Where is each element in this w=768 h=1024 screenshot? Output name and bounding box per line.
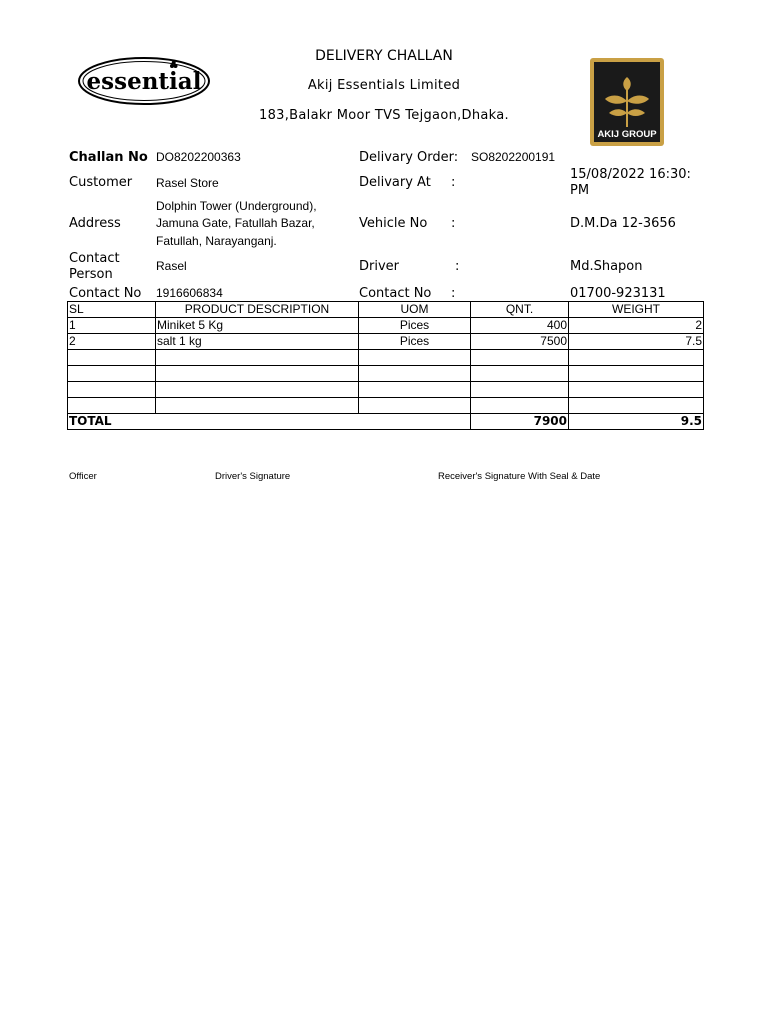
table-row <box>68 334 704 350</box>
company-address: 183,Balakr Moor TVS Tejgaon,Dhaka. <box>259 108 509 123</box>
total-qnt: 7900 <box>471 414 569 430</box>
table-total-row <box>68 414 704 430</box>
address-label: Address <box>69 216 121 231</box>
delivery-at-datetime: 15/08/2022 16:30: <box>570 167 691 182</box>
akij-group-logo-text: AKIJ GROUP <box>597 129 657 140</box>
header-weight: WEIGHT <box>569 302 704 318</box>
row-sl: 2 <box>68 334 156 350</box>
address-line-2: Jamuna Gate, Fatullah Bazar, <box>156 216 315 230</box>
vehicle-colon: : <box>451 216 456 231</box>
contact-person-label: Contact <box>69 251 120 266</box>
company-name: Akij Essentials Limited <box>307 78 461 93</box>
table-row-empty <box>68 366 704 382</box>
driver-label: Driver <box>359 259 400 274</box>
header-product-description: PRODUCT DESCRIPTION <box>156 302 359 318</box>
table-row-empty <box>68 382 704 398</box>
header-sl: SL <box>68 302 156 318</box>
header-uom: UOM <box>359 302 471 318</box>
driver-signature-label: Driver's Signature <box>215 471 291 482</box>
table-row-empty <box>68 398 704 414</box>
row-description: salt 1 kg <box>156 334 359 350</box>
driver-value: Md.Shapon <box>570 259 643 274</box>
contact-no-label: Contact No <box>69 286 142 301</box>
driver-colon: : <box>455 259 460 274</box>
row-weight: 7.5 <box>569 334 704 350</box>
document-title: DELIVERY CHALLAN <box>315 48 453 64</box>
delivery-order-label: Delivary Order: <box>359 150 459 165</box>
challan-no-label: Challan No <box>69 150 148 165</box>
items-table <box>67 301 704 430</box>
address-line-1: Dolphin Tower (Underground), <box>156 199 317 213</box>
table-row-empty <box>68 350 704 366</box>
delivery-at-colon: : <box>451 175 456 190</box>
total-weight: 9.5 <box>569 414 704 430</box>
customer-label: Customer <box>69 175 133 190</box>
challan-no-value: DO8202200363 <box>156 150 241 164</box>
row-sl: 1 <box>68 318 156 334</box>
essential-logo-text: essential <box>86 68 202 95</box>
header-qnt: QNT. <box>471 302 569 318</box>
row-uom: Pices <box>359 318 471 334</box>
delivery-at-ampm: PM <box>570 183 590 198</box>
driver-contact-value: 01700-923131 <box>570 286 666 301</box>
contact-person-label-2: Person <box>69 267 113 282</box>
delivery-at-label: Delivary At <box>359 175 431 190</box>
table-row <box>68 318 704 334</box>
receiver-signature-label: Receiver's Signature With Seal & Date <box>438 471 601 482</box>
officer-signature-label: Officer <box>69 471 97 482</box>
akij-group-logo <box>589 57 665 147</box>
total-label: TOTAL <box>68 414 471 430</box>
contact-person-value: Rasel <box>156 259 187 273</box>
vehicle-label: Vehicle No <box>359 216 428 231</box>
row-uom: Pices <box>359 334 471 350</box>
row-description: Miniket 5 Kg <box>156 318 359 334</box>
row-weight: 2 <box>569 318 704 334</box>
delivery-order-value: SO8202200191 <box>471 150 556 164</box>
driver-contact-colon: : <box>451 286 456 301</box>
contact-no-value: 1916606834 <box>156 286 223 300</box>
row-qnt: 7500 <box>471 334 569 350</box>
vehicle-value: D.M.Da 12-3656 <box>570 216 676 231</box>
customer-value: Rasel Store <box>156 176 219 190</box>
address-line-3: Fatullah, Narayanganj. <box>156 234 277 248</box>
driver-contact-label: Contact No <box>359 286 432 301</box>
table-header-row <box>68 302 704 318</box>
row-qnt: 400 <box>471 318 569 334</box>
